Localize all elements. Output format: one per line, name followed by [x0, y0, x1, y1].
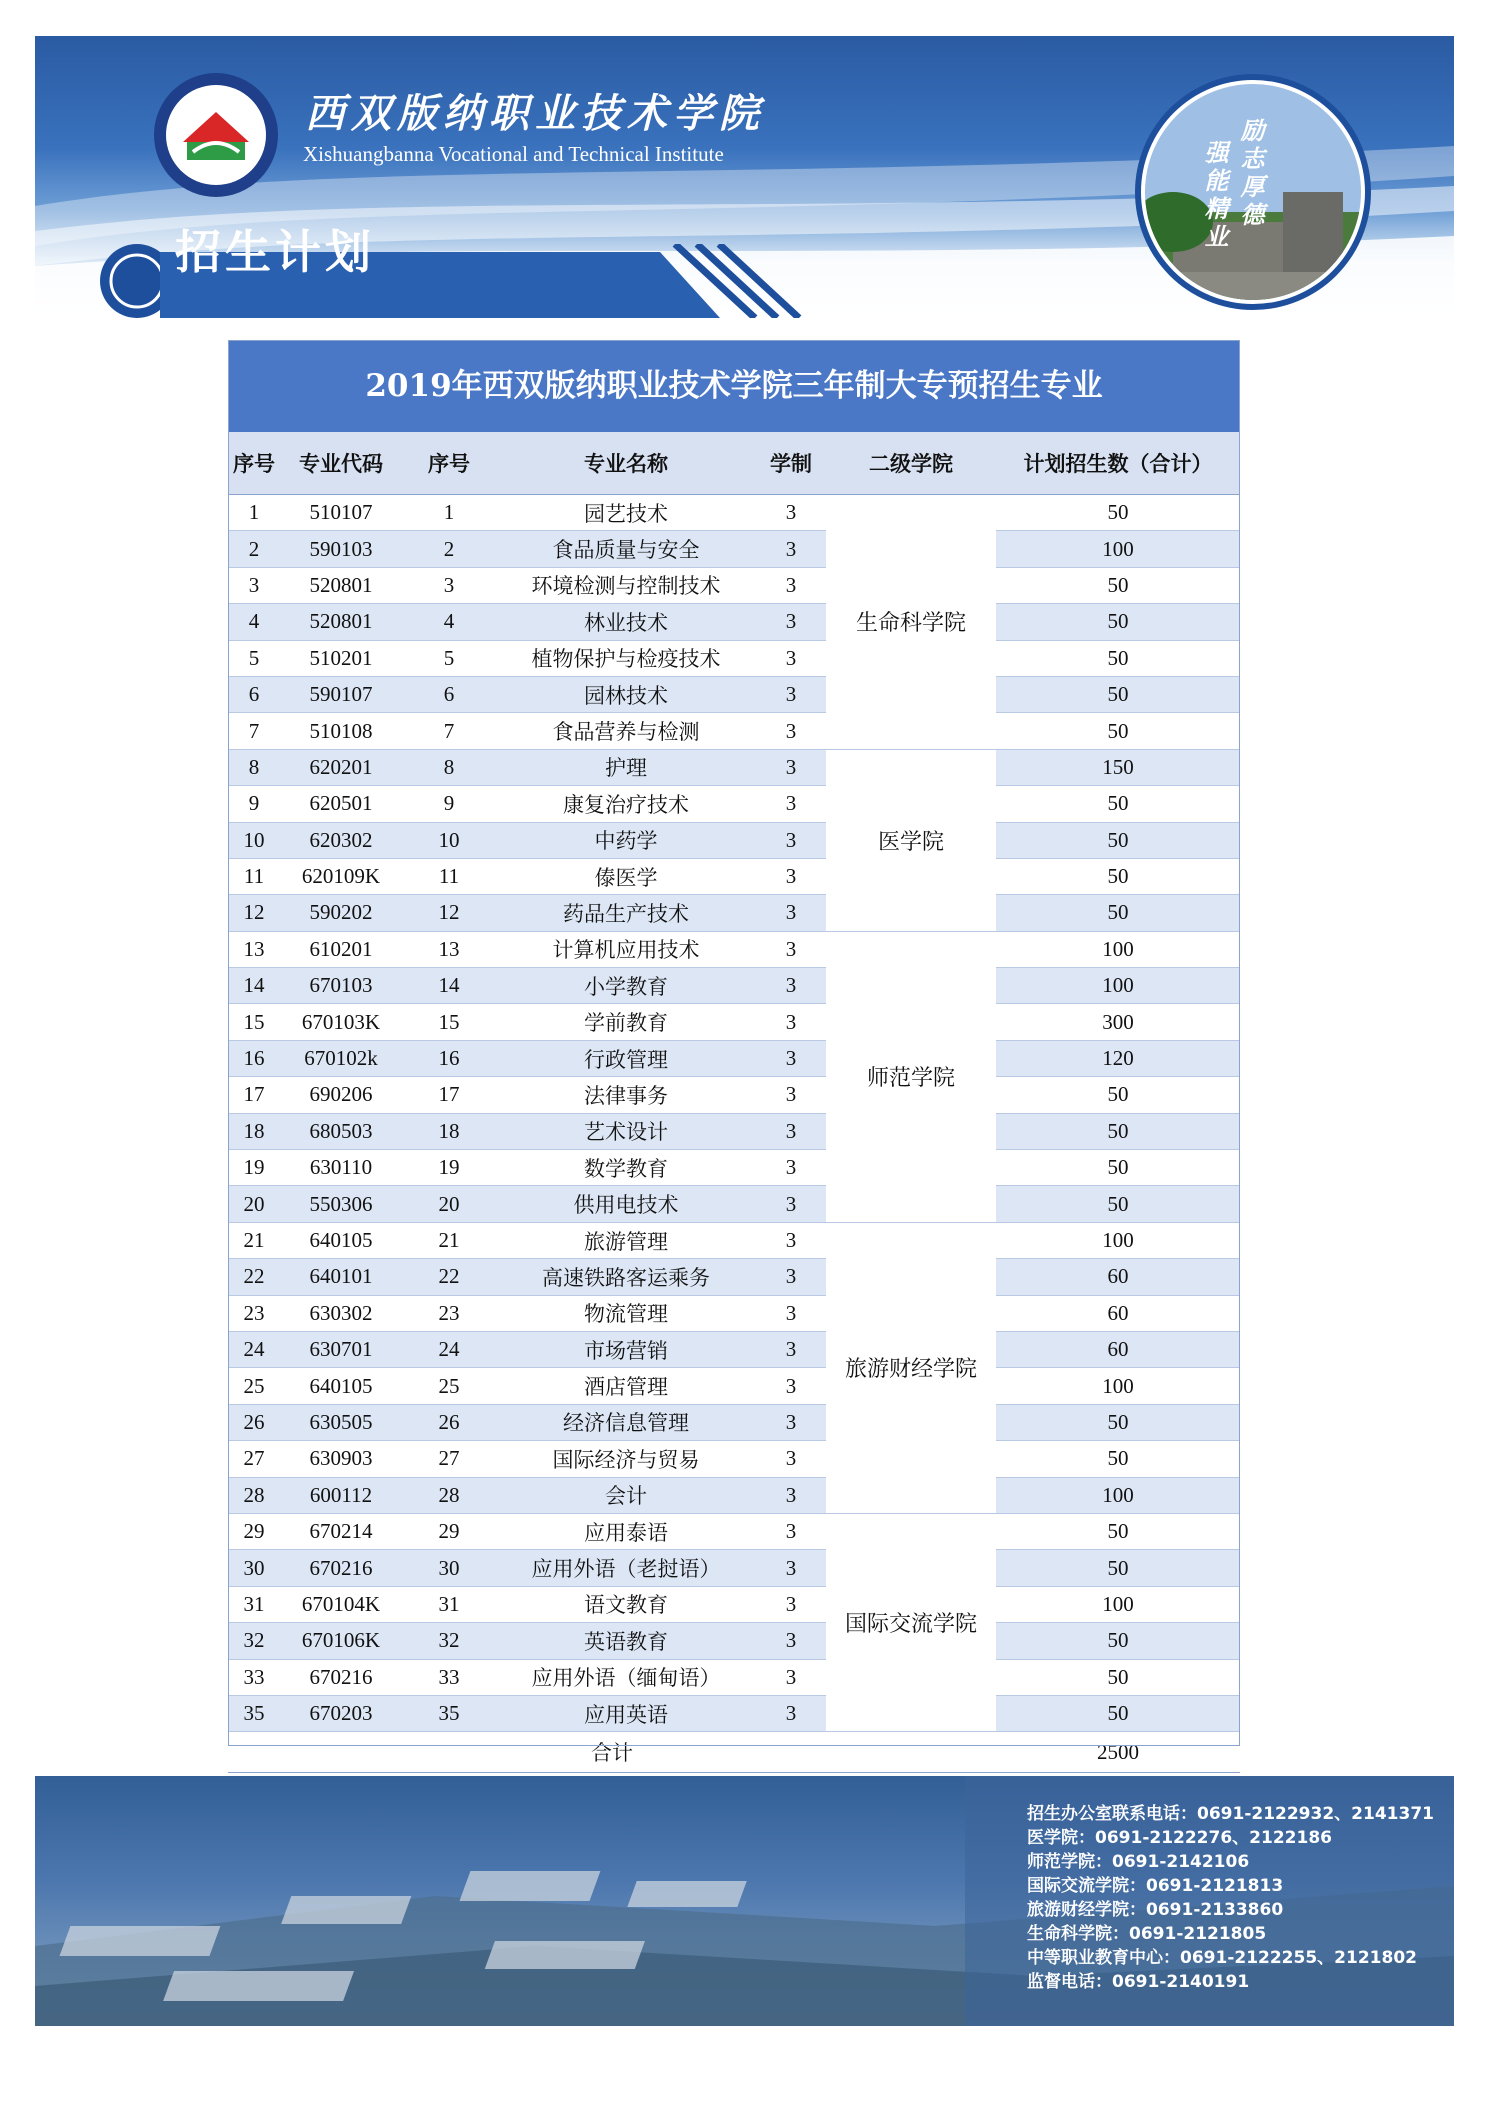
table-row	[228, 1441, 1240, 1477]
cell-major: 学前教育	[496, 1004, 756, 1040]
total-value: 2500	[996, 1732, 1240, 1773]
enrollment-table-section	[228, 340, 1240, 1773]
col-header-index-2: 序号	[402, 432, 496, 495]
cell-years: 3	[756, 822, 826, 858]
table-row	[228, 968, 1240, 1004]
table-row	[228, 713, 1240, 749]
cell-years: 3	[756, 858, 826, 894]
table-row	[228, 676, 1240, 712]
cell-quota: 50	[996, 1659, 1240, 1695]
cell-major: 酒店管理	[496, 1368, 756, 1404]
cell-college: 师范学院	[826, 931, 996, 1222]
cell-years: 3	[756, 1477, 826, 1513]
cell-quota: 100	[996, 931, 1240, 967]
cell-years: 3	[756, 1186, 826, 1222]
cell-index: 20	[228, 1186, 280, 1222]
cell-index: 35	[228, 1695, 280, 1731]
cell-index: 10	[228, 822, 280, 858]
cell-index-2: 35	[402, 1695, 496, 1731]
cell-index-2: 10	[402, 822, 496, 858]
cell-major: 旅游管理	[496, 1222, 756, 1258]
contact-line: 国际交流学院：0691-2121813	[1027, 1876, 1284, 1896]
cell-quota: 50	[996, 1113, 1240, 1149]
cell-years: 3	[756, 1331, 826, 1367]
cell-code: 640105	[280, 1368, 402, 1404]
cell-quota: 100	[996, 1586, 1240, 1622]
table-row	[228, 1113, 1240, 1149]
cell-index-2: 25	[402, 1368, 496, 1404]
cell-index-2: 32	[402, 1623, 496, 1659]
cell-quota: 50	[996, 1550, 1240, 1586]
cell-code: 670203	[280, 1695, 402, 1731]
cell-years: 3	[756, 1695, 826, 1731]
cell-years: 3	[756, 640, 826, 676]
cell-index-2: 23	[402, 1295, 496, 1331]
col-header-college: 二级学院	[826, 432, 996, 495]
cell-years: 3	[756, 1004, 826, 1040]
cell-college: 医学院	[826, 749, 996, 931]
cell-index-2: 31	[402, 1586, 496, 1622]
cell-code: 630110	[280, 1150, 402, 1186]
cell-index-2: 3	[402, 567, 496, 603]
cell-college: 国际交流学院	[826, 1513, 996, 1731]
table-body	[228, 495, 1240, 1773]
cell-code: 670214	[280, 1513, 402, 1549]
cell-years: 3	[756, 1513, 826, 1549]
table-row	[228, 1586, 1240, 1622]
cell-quota: 60	[996, 1259, 1240, 1295]
table-row	[228, 1368, 1240, 1404]
cell-index-2: 6	[402, 676, 496, 712]
table-row	[228, 1477, 1240, 1513]
cell-index: 15	[228, 1004, 280, 1040]
cell-index: 26	[228, 1404, 280, 1440]
cell-index-2: 12	[402, 895, 496, 931]
cell-major: 中药学	[496, 822, 756, 858]
cell-quota: 50	[996, 1695, 1240, 1731]
cell-code: 590202	[280, 895, 402, 931]
cell-quota: 50	[996, 786, 1240, 822]
cell-major: 应用外语（缅甸语）	[496, 1659, 756, 1695]
cell-major: 药品生产技术	[496, 895, 756, 931]
table-row	[228, 1404, 1240, 1440]
cell-major: 园艺技术	[496, 495, 756, 531]
cell-code: 670103K	[280, 1004, 402, 1040]
cell-index: 18	[228, 1113, 280, 1149]
cell-index: 32	[228, 1623, 280, 1659]
cell-index: 8	[228, 749, 280, 785]
cell-major: 国际经济与贸易	[496, 1441, 756, 1477]
table-title: 2019年西双版纳职业技术学院三年制大专预招生专业	[228, 340, 1240, 432]
cell-code: 590107	[280, 676, 402, 712]
cell-quota: 50	[996, 567, 1240, 603]
cell-quota: 50	[996, 1513, 1240, 1549]
cell-years: 3	[756, 1441, 826, 1477]
table-row	[228, 1623, 1240, 1659]
cell-major: 英语教育	[496, 1623, 756, 1659]
cell-major: 植物保护与检疫技术	[496, 640, 756, 676]
col-header-major: 专业名称	[496, 432, 756, 495]
table-row	[228, 1040, 1240, 1076]
cell-quota: 50	[996, 1404, 1240, 1440]
table-row	[228, 604, 1240, 640]
cell-major: 林业技术	[496, 604, 756, 640]
cell-quota: 100	[996, 531, 1240, 567]
table-total-row	[228, 1732, 1240, 1773]
cell-code: 510107	[280, 495, 402, 531]
cell-index-2: 4	[402, 604, 496, 640]
cell-index: 6	[228, 676, 280, 712]
cell-years: 3	[756, 1550, 826, 1586]
cell-index-2: 1	[402, 495, 496, 531]
cell-quota: 50	[996, 676, 1240, 712]
cell-index: 22	[228, 1259, 280, 1295]
cell-index-2: 21	[402, 1222, 496, 1258]
cell-index-2: 29	[402, 1513, 496, 1549]
institute-logo-icon	[153, 72, 279, 198]
table-row	[228, 931, 1240, 967]
cell-quota: 50	[996, 640, 1240, 676]
cell-index-2: 24	[402, 1331, 496, 1367]
cell-major: 小学教育	[496, 968, 756, 1004]
cell-index-2: 5	[402, 640, 496, 676]
table-row	[228, 1004, 1240, 1040]
cell-index-2: 19	[402, 1150, 496, 1186]
cell-code: 590103	[280, 531, 402, 567]
cell-years: 3	[756, 1368, 826, 1404]
cell-major: 行政管理	[496, 1040, 756, 1076]
cell-code: 620201	[280, 749, 402, 785]
cell-major: 市场营销	[496, 1331, 756, 1367]
cell-code: 670102k	[280, 1040, 402, 1076]
table-row	[228, 1550, 1240, 1586]
cell-quota: 120	[996, 1040, 1240, 1076]
cell-quota: 50	[996, 1186, 1240, 1222]
cell-major: 语文教育	[496, 1586, 756, 1622]
cell-code: 630701	[280, 1331, 402, 1367]
cell-years: 3	[756, 676, 826, 712]
cell-code: 630302	[280, 1295, 402, 1331]
cell-code: 610201	[280, 931, 402, 967]
table-row	[228, 1295, 1240, 1331]
cell-years: 3	[756, 531, 826, 567]
cell-years: 3	[756, 786, 826, 822]
cell-code: 630505	[280, 1404, 402, 1440]
cell-index: 21	[228, 1222, 280, 1258]
cell-major: 法律事务	[496, 1077, 756, 1113]
cell-quota: 100	[996, 1368, 1240, 1404]
cell-major: 食品营养与检测	[496, 713, 756, 749]
cell-index: 16	[228, 1040, 280, 1076]
cell-years: 3	[756, 604, 826, 640]
cell-index-2: 15	[402, 1004, 496, 1040]
cell-years: 3	[756, 495, 826, 531]
cell-index: 28	[228, 1477, 280, 1513]
contact-line: 师范学院：0691-2142106	[1027, 1852, 1250, 1872]
cell-quota: 60	[996, 1331, 1240, 1367]
cell-code: 630903	[280, 1441, 402, 1477]
table-row	[228, 858, 1240, 894]
cell-code: 670216	[280, 1659, 402, 1695]
cell-index-2: 30	[402, 1550, 496, 1586]
table-row	[228, 1513, 1240, 1549]
cell-index-2: 2	[402, 531, 496, 567]
contact-line: 监督电话：0691-2140191	[1027, 1972, 1250, 1992]
cell-college: 生命科学院	[826, 495, 996, 750]
cell-years: 3	[756, 1623, 826, 1659]
cell-code: 520801	[280, 567, 402, 603]
cell-major: 计算机应用技术	[496, 931, 756, 967]
cell-code: 680503	[280, 1113, 402, 1149]
cell-major: 物流管理	[496, 1295, 756, 1331]
cell-quota: 150	[996, 749, 1240, 785]
cell-code: 510108	[280, 713, 402, 749]
cell-years: 3	[756, 1659, 826, 1695]
contact-list	[1027, 1802, 1434, 1994]
cell-index-2: 17	[402, 1077, 496, 1113]
cell-code: 510201	[280, 640, 402, 676]
cell-quota: 100	[996, 1222, 1240, 1258]
cell-code: 640105	[280, 1222, 402, 1258]
cell-years: 3	[756, 1222, 826, 1258]
cell-index: 24	[228, 1331, 280, 1367]
cell-index: 2	[228, 531, 280, 567]
enrollment-table	[228, 432, 1240, 1773]
table-row	[228, 1077, 1240, 1113]
cell-code: 550306	[280, 1186, 402, 1222]
cell-index-2: 28	[402, 1477, 496, 1513]
cell-code: 670106K	[280, 1623, 402, 1659]
cell-code: 670103	[280, 968, 402, 1004]
cell-major: 会计	[496, 1477, 756, 1513]
cell-quota: 50	[996, 1441, 1240, 1477]
cell-index: 27	[228, 1441, 280, 1477]
cell-major: 高速铁路客运乘务	[496, 1259, 756, 1295]
cell-quota: 50	[996, 1150, 1240, 1186]
cell-quota: 50	[996, 1077, 1240, 1113]
section-title: 招生计划	[175, 225, 375, 279]
cell-code: 620302	[280, 822, 402, 858]
cell-major: 食品质量与安全	[496, 531, 756, 567]
cell-index: 5	[228, 640, 280, 676]
cell-college: 旅游财经学院	[826, 1222, 996, 1513]
cell-code: 620501	[280, 786, 402, 822]
cell-years: 3	[756, 895, 826, 931]
cell-major: 供用电技术	[496, 1186, 756, 1222]
cell-code: 640101	[280, 1259, 402, 1295]
cell-index-2: 33	[402, 1659, 496, 1695]
motto-line-2: 强能精业	[1200, 140, 1229, 252]
table-row	[228, 1331, 1240, 1367]
cell-index: 30	[228, 1550, 280, 1586]
cell-index: 4	[228, 604, 280, 640]
col-header-quota: 计划招生数（合计）	[996, 432, 1240, 495]
table-header-row	[228, 432, 1240, 495]
contact-line: 中等职业教育中心：0691-2122255、2121802	[1027, 1948, 1417, 1968]
contact-line: 招生办公室联系电话：0691-2122932、2141371	[1027, 1804, 1434, 1824]
cell-code: 520801	[280, 604, 402, 640]
cell-years: 3	[756, 1150, 826, 1186]
table-row	[228, 1259, 1240, 1295]
cell-quota: 50	[996, 858, 1240, 894]
cell-years: 3	[756, 1077, 826, 1113]
cell-years: 3	[756, 1040, 826, 1076]
col-header-years: 学制	[756, 432, 826, 495]
cell-years: 3	[756, 749, 826, 785]
page-footer	[35, 1776, 1454, 2026]
col-header-code: 专业代码	[280, 432, 402, 495]
cell-quota: 300	[996, 1004, 1240, 1040]
table-row	[228, 495, 1240, 531]
cell-quota: 60	[996, 1295, 1240, 1331]
cell-index-2: 26	[402, 1404, 496, 1440]
cell-index: 12	[228, 895, 280, 931]
cell-years: 3	[756, 567, 826, 603]
cell-years: 3	[756, 931, 826, 967]
contact-line: 医学院：0691-2122276、2122186	[1027, 1828, 1332, 1848]
cell-index: 19	[228, 1150, 280, 1186]
table-row	[228, 1659, 1240, 1695]
motto-line-1: 励志厚德	[1236, 118, 1265, 230]
cell-index-2: 20	[402, 1186, 496, 1222]
cell-index-2: 18	[402, 1113, 496, 1149]
institute-name-cn: 西双版纳职业技术学院	[305, 90, 765, 137]
cell-code: 690206	[280, 1077, 402, 1113]
cell-index-2: 13	[402, 931, 496, 967]
cell-quota: 50	[996, 895, 1240, 931]
cell-index: 7	[228, 713, 280, 749]
total-label: 合计	[228, 1732, 996, 1773]
cell-code: 620109K	[280, 858, 402, 894]
cell-index-2: 7	[402, 713, 496, 749]
contact-line: 生命科学院：0691-2121805	[1027, 1924, 1267, 1944]
cell-index-2: 27	[402, 1441, 496, 1477]
table-row	[228, 1695, 1240, 1731]
cell-major: 康复治疗技术	[496, 786, 756, 822]
cell-years: 3	[756, 1295, 826, 1331]
table-row	[228, 895, 1240, 931]
table-row	[228, 531, 1240, 567]
institute-name-en: Xishuangbanna Vocational and Technical Institute	[303, 142, 724, 166]
col-header-index: 序号	[228, 432, 280, 495]
cell-index-2: 16	[402, 1040, 496, 1076]
cell-years: 3	[756, 1586, 826, 1622]
cell-index-2: 14	[402, 968, 496, 1004]
cell-index: 33	[228, 1659, 280, 1695]
cell-code: 670104K	[280, 1586, 402, 1622]
table-row	[228, 1186, 1240, 1222]
table-row	[228, 640, 1240, 676]
cell-index: 23	[228, 1295, 280, 1331]
cell-years: 3	[756, 1113, 826, 1149]
cell-major: 应用外语（老挝语）	[496, 1550, 756, 1586]
cell-years: 3	[756, 1404, 826, 1440]
cell-index: 29	[228, 1513, 280, 1549]
cell-years: 3	[756, 1259, 826, 1295]
cell-index-2: 8	[402, 749, 496, 785]
table-row	[228, 822, 1240, 858]
cell-code: 600112	[280, 1477, 402, 1513]
cell-years: 3	[756, 968, 826, 1004]
contact-line: 旅游财经学院：0691-2133860	[1027, 1900, 1284, 1920]
cell-major: 应用泰语	[496, 1513, 756, 1549]
cell-index: 14	[228, 968, 280, 1004]
cell-quota: 50	[996, 495, 1240, 531]
cell-index: 3	[228, 567, 280, 603]
cell-major: 傣医学	[496, 858, 756, 894]
cell-quota: 50	[996, 1623, 1240, 1659]
table-row	[228, 1150, 1240, 1186]
cell-index: 9	[228, 786, 280, 822]
cell-index-2: 11	[402, 858, 496, 894]
cell-major: 应用英语	[496, 1695, 756, 1731]
cell-years: 3	[756, 713, 826, 749]
cell-index: 1	[228, 495, 280, 531]
cell-major: 艺术设计	[496, 1113, 756, 1149]
cell-quota: 50	[996, 822, 1240, 858]
table-row	[228, 786, 1240, 822]
cell-index-2: 22	[402, 1259, 496, 1295]
cell-index: 11	[228, 858, 280, 894]
cell-quota: 50	[996, 713, 1240, 749]
cell-index-2: 9	[402, 786, 496, 822]
cell-quota: 100	[996, 1477, 1240, 1513]
cell-quota: 50	[996, 604, 1240, 640]
cell-index: 13	[228, 931, 280, 967]
cell-major: 园林技术	[496, 676, 756, 712]
cell-major: 经济信息管理	[496, 1404, 756, 1440]
table-row	[228, 749, 1240, 785]
cell-index: 17	[228, 1077, 280, 1113]
cell-quota: 100	[996, 968, 1240, 1004]
cell-major: 护理	[496, 749, 756, 785]
table-row	[228, 567, 1240, 603]
cell-major: 数学教育	[496, 1150, 756, 1186]
cell-index: 25	[228, 1368, 280, 1404]
cell-index: 31	[228, 1586, 280, 1622]
cell-code: 670216	[280, 1550, 402, 1586]
cell-major: 环境检测与控制技术	[496, 567, 756, 603]
table-row	[228, 1222, 1240, 1258]
